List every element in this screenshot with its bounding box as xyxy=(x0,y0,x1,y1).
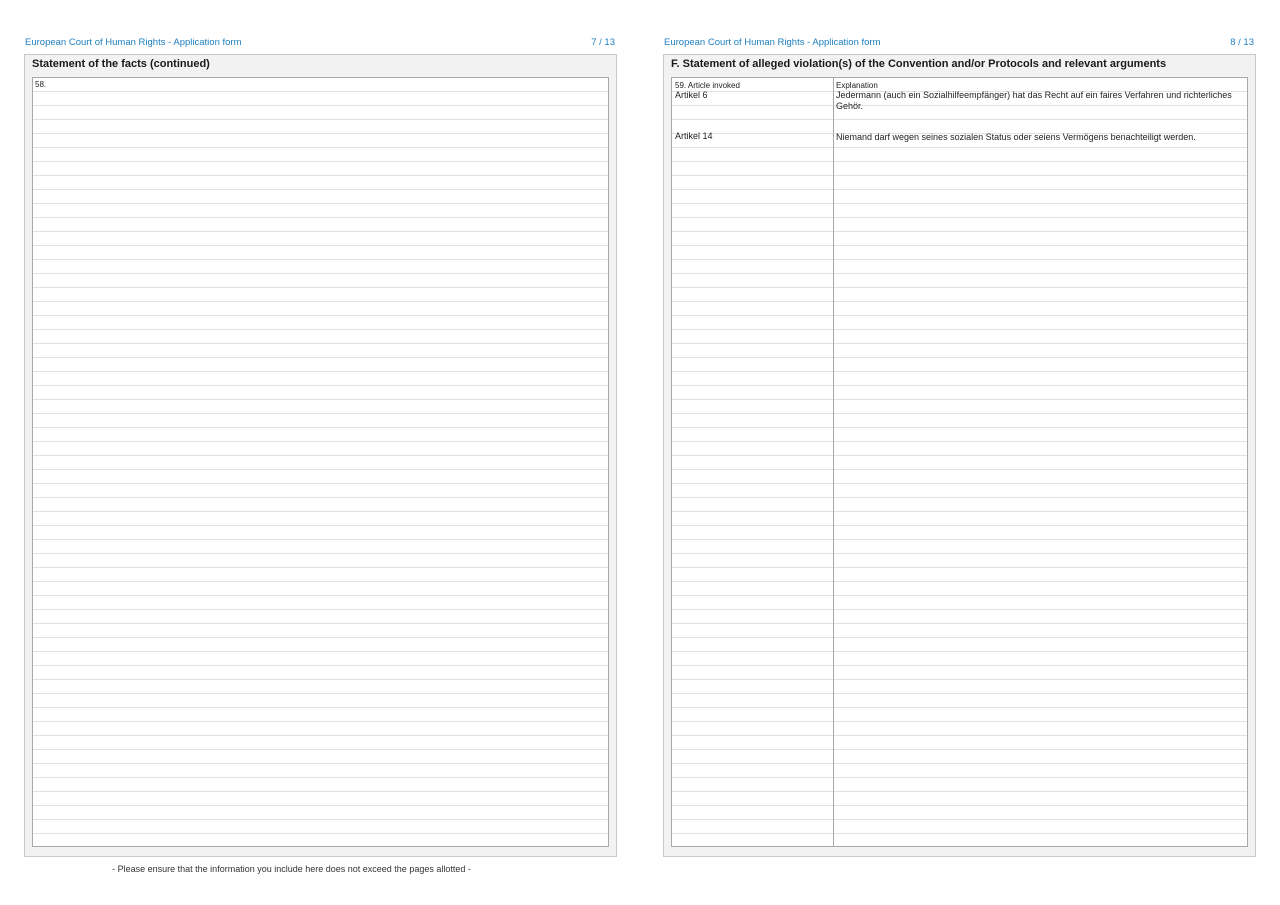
form-title: European Court of Human Rights - Application form xyxy=(664,37,881,48)
page-number: 7 / 13 xyxy=(591,37,615,48)
explanation-column-label: Explanation xyxy=(836,81,878,90)
explanation-field[interactable]: Jedermann (auch ein Sozialhilfeempfänger) hat das Recht auf ein faires Verfahren und richterliches Gehör. xyxy=(836,90,1232,111)
column-divider xyxy=(833,78,834,846)
section-title: Statement of the facts (continued) xyxy=(32,58,210,70)
violations-table[interactable] xyxy=(671,77,1248,847)
explanation-field[interactable]: Niemand darf wegen seines sozialen Status oder seiens Vermögens benachteiligt werden. xyxy=(836,132,1196,142)
page-limit-note: - Please ensure that the information you include here does not exceed the pages allotted - xyxy=(112,864,471,874)
article-field[interactable]: Artikel 14 xyxy=(675,131,713,141)
page-header xyxy=(663,35,1256,48)
field-number: 58. xyxy=(35,80,47,89)
violations-panel xyxy=(663,54,1256,857)
page-8 xyxy=(663,35,1256,857)
article-field[interactable]: Artikel 6 xyxy=(675,90,708,100)
form-title: European Court of Human Rights - Application form xyxy=(25,37,242,48)
section-title: F. Statement of alleged violation(s) of the Convention and/or Protocols and relevant arguments xyxy=(671,58,1167,70)
page-number: 8 / 13 xyxy=(1230,37,1254,48)
page-7 xyxy=(24,35,617,857)
facts-continued-panel xyxy=(24,54,617,857)
facts-text-field[interactable] xyxy=(32,77,609,847)
article-column-label: 59. Article invoked xyxy=(675,81,740,90)
page-header xyxy=(24,35,617,48)
